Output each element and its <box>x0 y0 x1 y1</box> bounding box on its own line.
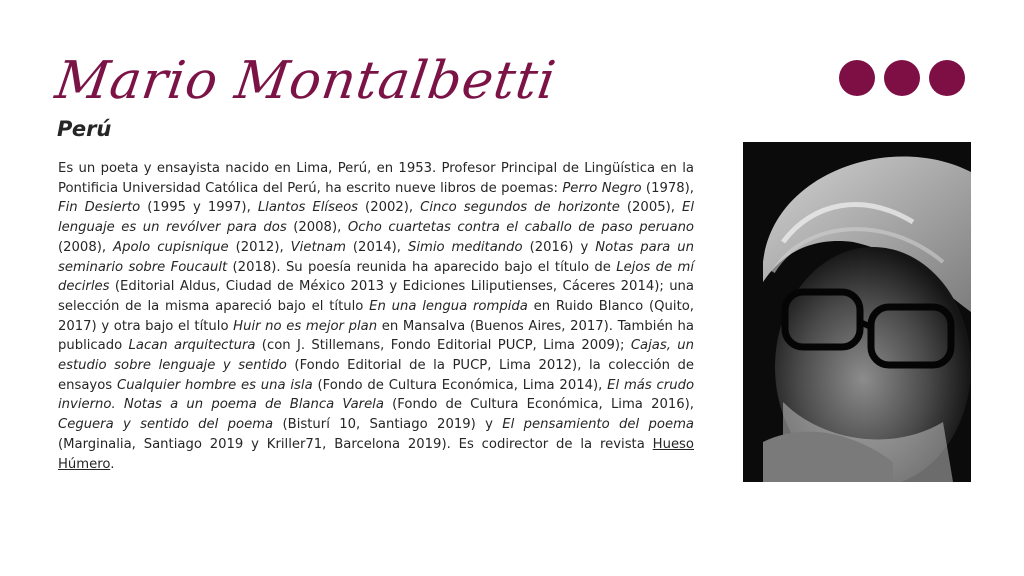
bio-text: (2005), <box>619 200 682 216</box>
book-title: Lacan arquitectura <box>128 338 256 354</box>
book-title: El más crudo invierno. Notas a un poema de Blanca Varela <box>58 377 695 413</box>
bio-text: (2002), <box>358 200 421 216</box>
decorative-dots <box>839 60 965 96</box>
bio-text: (2008), <box>58 239 114 255</box>
dot-icon <box>929 60 965 96</box>
author-biography <box>58 159 694 474</box>
dot-icon <box>839 60 875 96</box>
portrait-photo <box>743 142 971 482</box>
book-title: En una lengua rompida <box>369 298 528 314</box>
book-title: Cajas, un estudio sobre lenguaje y sentido <box>58 338 694 374</box>
bio-text: en Mansalva (Buenos Aires, 2017). También ha publicado <box>58 318 694 354</box>
bio-text: (2016) y <box>522 239 596 255</box>
book-title: Ceguera y sentido del poema <box>58 417 274 433</box>
book-title: Fin Desierto <box>58 200 141 216</box>
bio-text: en Ruido Blanco (Quito, 2017) y otra bajo el título <box>58 298 694 334</box>
book-title: Notas para un seminario sobre Foucault <box>58 239 694 275</box>
book-title: El pensamiento del poema <box>502 417 695 433</box>
author-country: Perú <box>57 117 112 141</box>
bio-text: (Fondo de Cultura Económica, Lima 2016), <box>383 397 694 413</box>
bio-text: (1995 y 1997), <box>140 200 258 216</box>
bio-text: (2012), <box>228 239 291 255</box>
book-title: Ocho cuartetas contra el caballo de paso peruano <box>347 220 694 236</box>
book-title: Apolo cupisnique <box>113 239 229 255</box>
book-title: Llantos Elíseos <box>257 200 359 216</box>
bio-text: (con J. Stillemans, Fondo Editorial PUCP, Lima 2009); <box>255 338 631 354</box>
dot-icon <box>884 60 920 96</box>
bio-text: (Fondo Editorial de la PUCP, Lima 2012), la colección de ensayos <box>58 358 694 393</box>
bio-text: (Editorial Aldus, Ciudad de México 2013 y Ediciones Liliputienses, Cáceres 2014); una selección de la misma apareció bajo el título <box>58 279 694 314</box>
author-portrait-photo <box>743 142 971 482</box>
bio-text: Es un poeta y ensayista nacido en Lima, Perú, en 1953. Profesor Principal de Lingüística en la Pontificia Universidad Católica del Perú, ha escrito nueve libros de poemas: <box>58 161 694 196</box>
book-title: Cinco segundos de horizonte <box>420 200 620 216</box>
bio-text: (2008), <box>286 220 348 236</box>
bio-text: (2014), <box>345 239 408 255</box>
book-title: Lejos de mí decirles <box>58 259 694 295</box>
book-title: Simio meditando <box>407 239 523 255</box>
bio-text: (Fondo de Cultura Económica, Lima 2014), <box>312 377 608 393</box>
magazine-link[interactable]: Hueso Húmero <box>58 436 694 472</box>
bio-text: (2018). Su poesía reunida ha aparecido bajo el título de <box>227 259 617 275</box>
book-title: Perro Negro <box>562 180 642 196</box>
book-title: Huir no es mejor plan <box>233 318 378 334</box>
book-title: Cualquier hombre es una isla <box>116 377 313 393</box>
author-name-title: Mario Montalbetti <box>51 51 560 111</box>
bio-text: (Marginalia, Santiago 2019 y Kriller71, Barcelona 2019). Es codirector de la revista <box>58 436 653 452</box>
book-title: Vietnam <box>290 239 346 255</box>
bio-text: . <box>110 456 115 472</box>
bio-text: (Bisturí 10, Santiago 2019) y <box>273 417 503 433</box>
bio-text: (1978), <box>641 180 694 196</box>
book-title: El lenguaje es un revólver para dos <box>58 200 694 236</box>
